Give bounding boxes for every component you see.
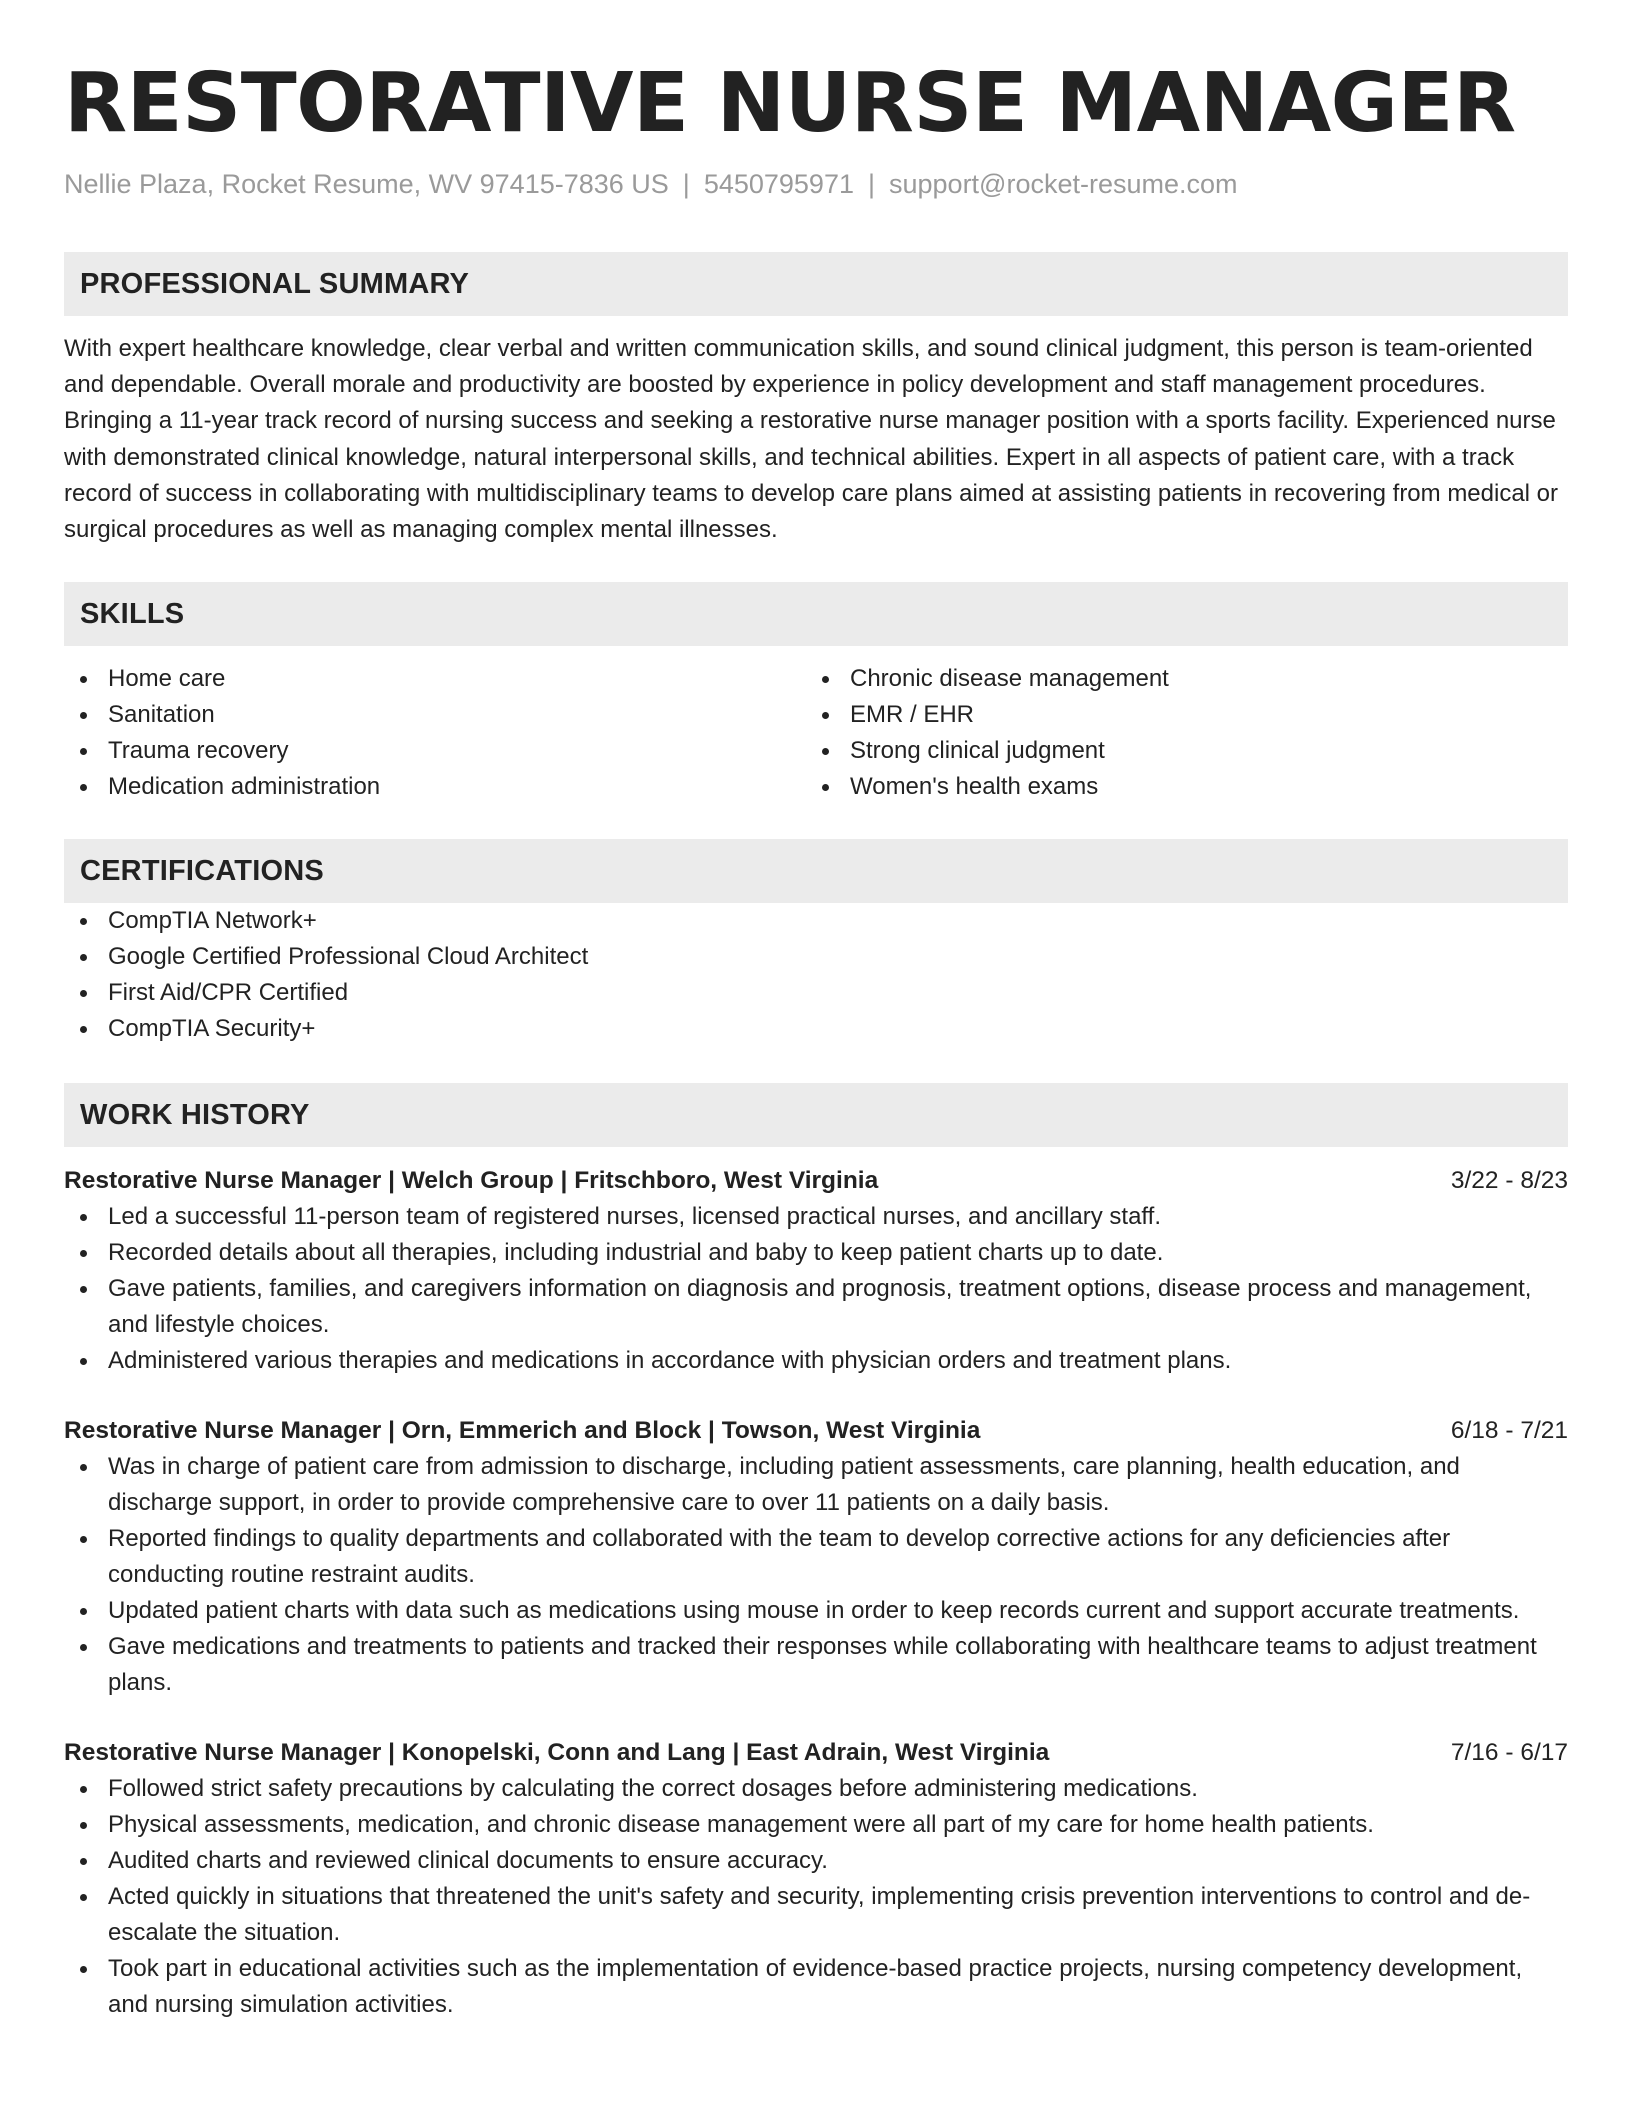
summary-paragraph: With expert healthcare knowledge, clear verbal and written communication skills, and sound clinical judgment, this person is team-oriented and dependable. Overall morale and productivity are boosted by experience in policy development and staff management procedures. Bringing a 11-year track record of nursing success and seeking a restorative nurse manager position with a sports facility. Experienced nurse with demonstrated clinical knowledge, natural interpersonal skills, and technical abilities. Expert in all aspects of patient care, with a track record of success in collaborating with multidisciplinary teams to develop care plans aimed at assisting patients in recovering from medical or surgical procedures as well as managing complex mental illnesses. [64,335,1559,544]
section-header-summary: PROFESSIONAL SUMMARY [64,252,1568,316]
skill-item: Home care [64,661,806,697]
contact-separator: | [682,169,690,199]
job-bullet: Updated patient charts with data such as medications using mouse in order to keep records current and support accurate treatments. [64,1593,1568,1629]
skill-item: Strong clinical judgment [806,733,1548,769]
contact-email: support@rocket-resume.com [889,169,1238,199]
job-header [64,1735,1568,1771]
job-bullet: Physical assessments, medication, and chronic disease management were all part of my care for home health patients. [64,1807,1568,1843]
job-header [64,1163,1568,1199]
skills-grid [64,661,1568,805]
job-entry [64,1735,1568,2023]
job-entry [64,1413,1568,1701]
contact-separator: | [867,169,875,199]
certification-item: Google Certified Professional Cloud Architect [64,939,1568,975]
job-bullets [64,1199,1568,1379]
job-bullet: Followed strict safety precautions by calculating the correct dosages before administering medications. [64,1771,1568,1807]
skills-column-right [806,661,1548,805]
job-bullet: Acted quickly in situations that threatened the unit's safety and security, implementing crisis prevention interventions to control and de-escalate the situation. [64,1879,1568,1951]
job-dates: 3/22 - 8/23 [1450,1167,1568,1195]
job-heading: Restorative Nurse Manager | Welch Group | Fritschboro, West Virginia [64,1167,879,1195]
resume-title: RESTORATIVE NURSE MANAGER [64,56,1516,151]
section-header-certifications: CERTIFICATIONS [64,839,1568,903]
job-bullet: Audited charts and reviewed clinical documents to ensure accuracy. [64,1843,1568,1879]
skill-item: EMR / EHR [806,697,1548,733]
skill-item: Women's health exams [806,769,1548,805]
job-bullet: Recorded details about all therapies, including industrial and baby to keep patient charts up to date. [64,1235,1568,1271]
job-bullet: Reported findings to quality departments and collaborated with the team to develop corrective actions for any deficiencies after conducting routine restraint audits. [64,1521,1568,1593]
job-heading: Restorative Nurse Manager | Orn, Emmerich and Block | Towson, West Virginia [64,1417,981,1445]
job-bullet: Led a successful 11-person team of registered nurses, licensed practical nurses, and ancillary staff. [64,1199,1568,1235]
certification-item: First Aid/CPR Certified [64,975,1568,1011]
certification-item: CompTIA Network+ [64,903,1568,939]
job-dates: 7/16 - 6/17 [1450,1739,1568,1767]
skills-column-left [64,661,806,805]
job-bullet: Administered various therapies and medications in accordance with physician orders and treatment plans. [64,1343,1568,1379]
section-header-skills: SKILLS [64,582,1568,646]
job-entry [64,1163,1568,1379]
job-heading: Restorative Nurse Manager | Konopelski, Conn and Lang | East Adrain, West Virginia [64,1739,1050,1767]
skill-item: Medication administration [64,769,806,805]
skill-item: Trauma recovery [64,733,806,769]
certification-item: CompTIA Security+ [64,1011,1568,1047]
contact-line [64,164,1568,204]
job-bullet: Took part in educational activities such as the implementation of evidence-based practice projects, nursing competency development, and nursing simulation activities. [64,1951,1568,2023]
contact-phone: 5450795971 [703,169,854,199]
job-bullet: Gave patients, families, and caregivers information on diagnosis and prognosis, treatment options, disease process and management, and lifestyle choices. [64,1271,1568,1343]
skill-item: Chronic disease management [806,661,1548,697]
job-bullet: Gave medications and treatments to patients and tracked their responses while collaborating with healthcare teams to adjust treatment plans. [64,1629,1568,1701]
certifications-list [64,903,1568,1047]
section-header-work-history: WORK HISTORY [64,1083,1568,1147]
job-bullets [64,1449,1568,1701]
job-dates: 6/18 - 7/21 [1450,1417,1568,1445]
job-bullets [64,1771,1568,2023]
job-bullet: Was in charge of patient care from admission to discharge, including patient assessments, care planning, health education, and discharge support, in order to provide comprehensive care to over 11 patients on a daily basis. [64,1449,1568,1521]
contact-address: Nellie Plaza, Rocket Resume, WV 97415-7836 US [64,169,669,199]
skill-item: Sanitation [64,697,806,733]
job-header [64,1413,1568,1449]
